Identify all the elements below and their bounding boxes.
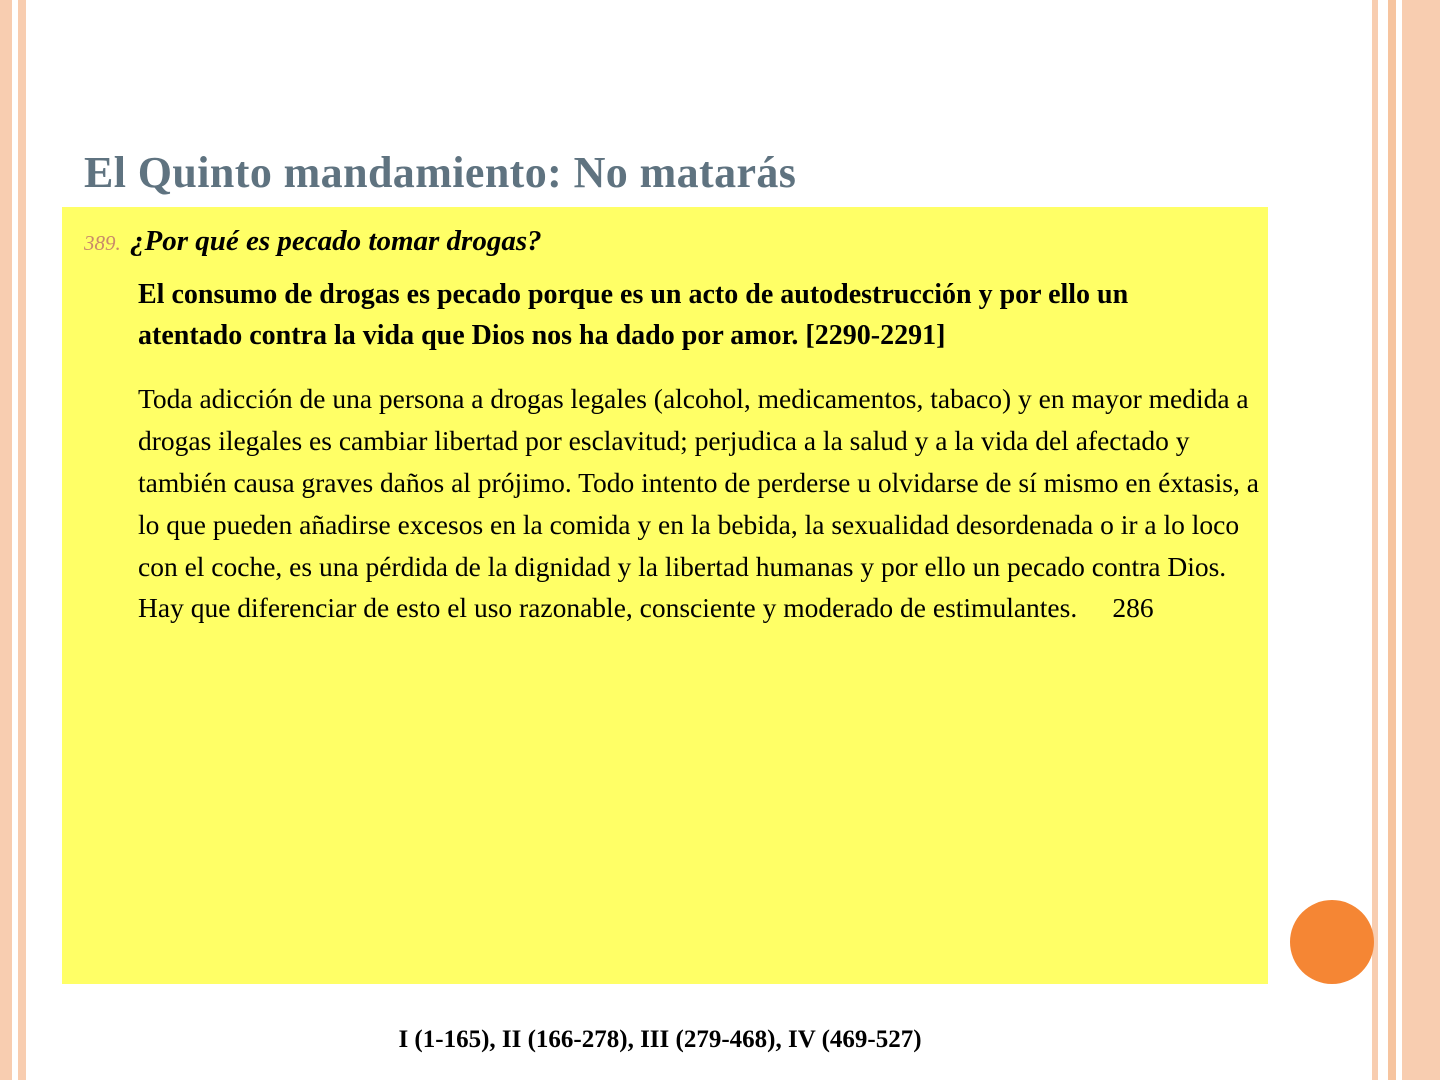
answer-summary: El consumo de drogas es pecado porque es un acto de autodestrucción y por ello un atentado contra la vida que Dios nos ha dado por amor. [2290-2291]: [138, 279, 1129, 352]
answer-explanation: Toda adicción de una persona a drogas legales (alcohol, medicamentos, tabaco) y en mayor medida a drogas ilegales es cambiar libertad por esclavitud; perjudica a la salud y a la vida del afectado y también causa graves daños al prójimo. Todo intento de perderse u olvidarse de sí mismo en éxtasis, a lo que pueden añadirse excesos en la comida y en la bebida, la sexualidad desordenada o ir a lo loco con el coche, es una pérdida de la dignidad y la libertad humanas y por ello un pecado contra Dios. Hay que diferenciar de esto el uso razonable, consciente y moderado de estimulantes. 286: [138, 383, 1259, 624]
page-title: El Quinto mandamiento: No matarás: [84, 148, 797, 198]
decorative-band-right-3: [1388, 0, 1396, 1080]
decorative-band-left-inner: [18, 0, 26, 1080]
question-number: 389.: [84, 231, 121, 255]
decorative-band-right-2: [1378, 0, 1388, 1080]
decorative-circle: [1290, 900, 1374, 984]
question-text: ¿Por qué es pecado tomar drogas?: [130, 225, 542, 257]
decorative-band-right-5: [1402, 0, 1440, 1080]
decorative-band-left-outer: [0, 0, 12, 1080]
footer-reference: I (1-165), II (166-278), III (279-468), IV (469-527): [398, 1026, 922, 1053]
question-line: [72, 225, 1234, 258]
highlighted-content-box: [62, 207, 1268, 984]
